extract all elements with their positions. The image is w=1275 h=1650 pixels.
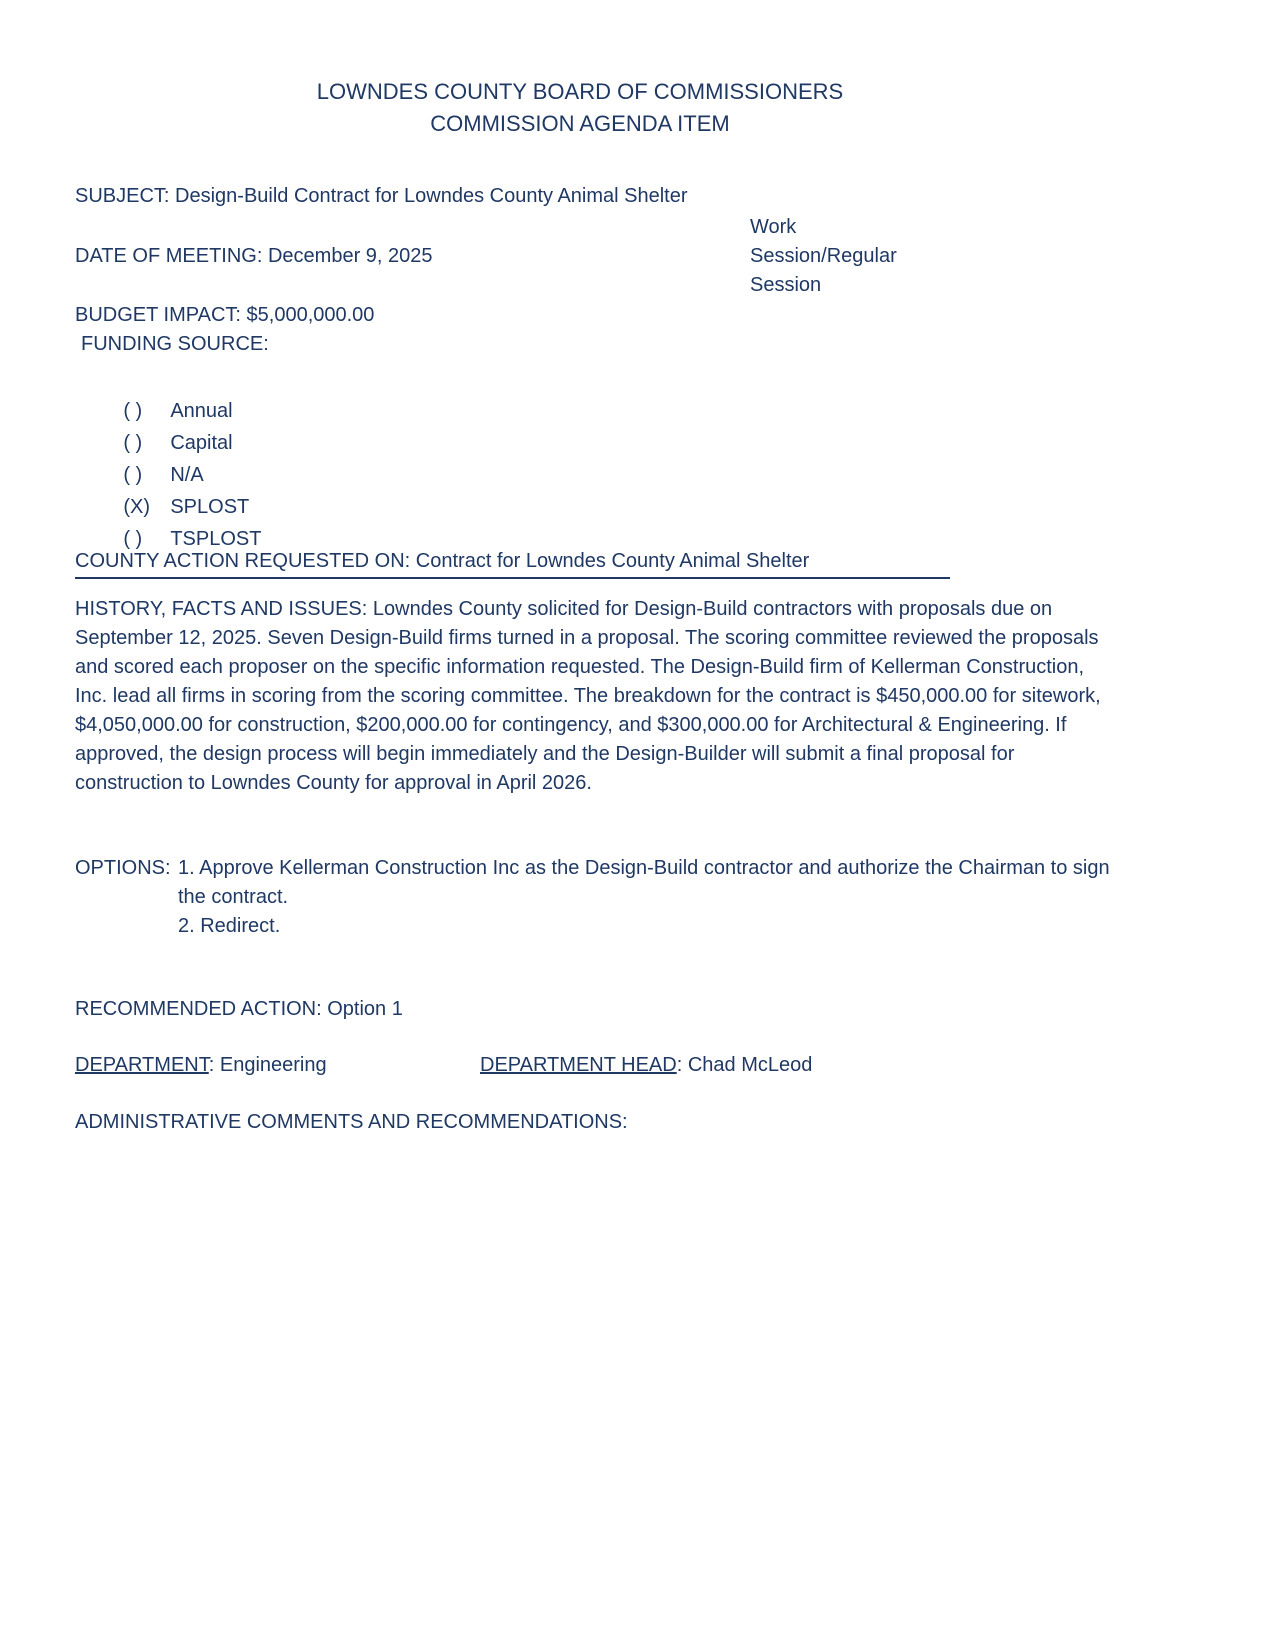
- budget-impact-value: $5,000,000.00: [246, 304, 375, 326]
- funding-option-label: TSPLOST: [170, 528, 262, 550]
- department-head-value: Chad McLeod: [687, 1054, 813, 1076]
- department-head-label: DEPARTMENT HEAD: [480, 1054, 677, 1076]
- option-1: 1. Approve Kellerman Construction Inc as the Design-Build contractor and authorize the Chairman to sign the contract.: [178, 857, 1110, 908]
- department-value: Engineering: [219, 1054, 327, 1076]
- department-row: [75, 1051, 1155, 1080]
- document-title-block: [75, 76, 1085, 140]
- checkbox-capital: ( ): [123, 432, 143, 454]
- options-section: [75, 854, 1130, 941]
- funding-source-label: FUNDING SOURCE:: [81, 333, 269, 355]
- document-title-line2: COMMISSION AGENDA ITEM: [430, 111, 730, 136]
- date-of-meeting-value: December 9, 2025: [267, 245, 433, 267]
- department-cell: DEPARTMENT: Engineering: [75, 1054, 327, 1076]
- county-action-label: COUNTY ACTION REQUESTED ON:: [75, 550, 411, 572]
- county-action-line: [75, 547, 950, 579]
- funding-option-annual: [75, 363, 1155, 422]
- session-type: Work Session/Regular Session: [750, 216, 897, 296]
- history-text: Lowndes County solicited for Design-Build contractors with proposals due on September 12, 2025. Seven Design-Build firms turned in a proposal. The scoring committee reviewed the proposals and scored each proposer on the specific information requested. The Design-Build firm of Kellerman Construction, Inc. lead all firms in scoring from the scoring committee. The breakdown for the contract is $450,000.00 for sitework, $4,050,000.00 for construction, $200,000.00 for contingency, and $300,000.00 for Architectural & Engineering. If approved, the design process will begin immediately and the Design-Builder will submit a final proposal for construction to Lowndes County for approval in April 2026.: [75, 598, 1101, 794]
- meeting-row: [75, 213, 1155, 301]
- budget-impact-label: BUDGET IMPACT:: [75, 304, 241, 326]
- funding-option-label: N/A: [170, 464, 204, 486]
- funding-option-na: [75, 427, 1155, 486]
- history-facts-issues-paragraph: [75, 595, 1120, 798]
- recommended-action-line: [75, 995, 1155, 1024]
- checkbox-annual: ( ): [123, 400, 143, 422]
- funding-option-capital: [75, 395, 1155, 454]
- county-action-value: Contract for Lowndes County Animal Shelter: [415, 550, 810, 572]
- budget-impact-line: [75, 301, 1155, 330]
- recommended-action-label: RECOMMENDED ACTION:: [75, 998, 322, 1020]
- subject-line: [75, 182, 1155, 211]
- funding-option-label: Capital: [170, 432, 233, 454]
- options-items: [178, 854, 1130, 941]
- checkbox-na: ( ): [123, 464, 143, 486]
- funding-option-splost: [75, 459, 1155, 518]
- department-head-cell: DEPARTMENT HEAD: Chad McLeod: [480, 1054, 813, 1076]
- checkbox-tsplost: ( ): [123, 528, 143, 550]
- options-label: OPTIONS:: [75, 857, 171, 879]
- department-label: DEPARTMENT: [75, 1054, 209, 1076]
- subject-value: Design-Build Contract for Lowndes County Animal Shelter: [175, 185, 688, 207]
- recommended-action-value: Option 1: [327, 998, 403, 1020]
- date-of-meeting-line: [75, 213, 1155, 271]
- administrative-comments-label: ADMINISTRATIVE COMMENTS AND RECOMMENDATIONS:: [75, 1111, 628, 1133]
- funding-option-label: SPLOST: [170, 496, 250, 518]
- history-label: HISTORY, FACTS AND ISSUES:: [75, 598, 368, 620]
- checkbox-splost-checked: (X): [123, 496, 151, 518]
- funding-source-list: [75, 363, 1155, 550]
- subject-label: SUBJECT:: [75, 185, 170, 207]
- date-of-meeting-label: DATE OF MEETING:: [75, 245, 263, 267]
- funding-option-label: Annual: [170, 400, 233, 422]
- document-title-line1: LOWNDES COUNTY BOARD OF COMMISSIONERS: [316, 79, 844, 104]
- option-2: 2. Redirect.: [178, 915, 281, 937]
